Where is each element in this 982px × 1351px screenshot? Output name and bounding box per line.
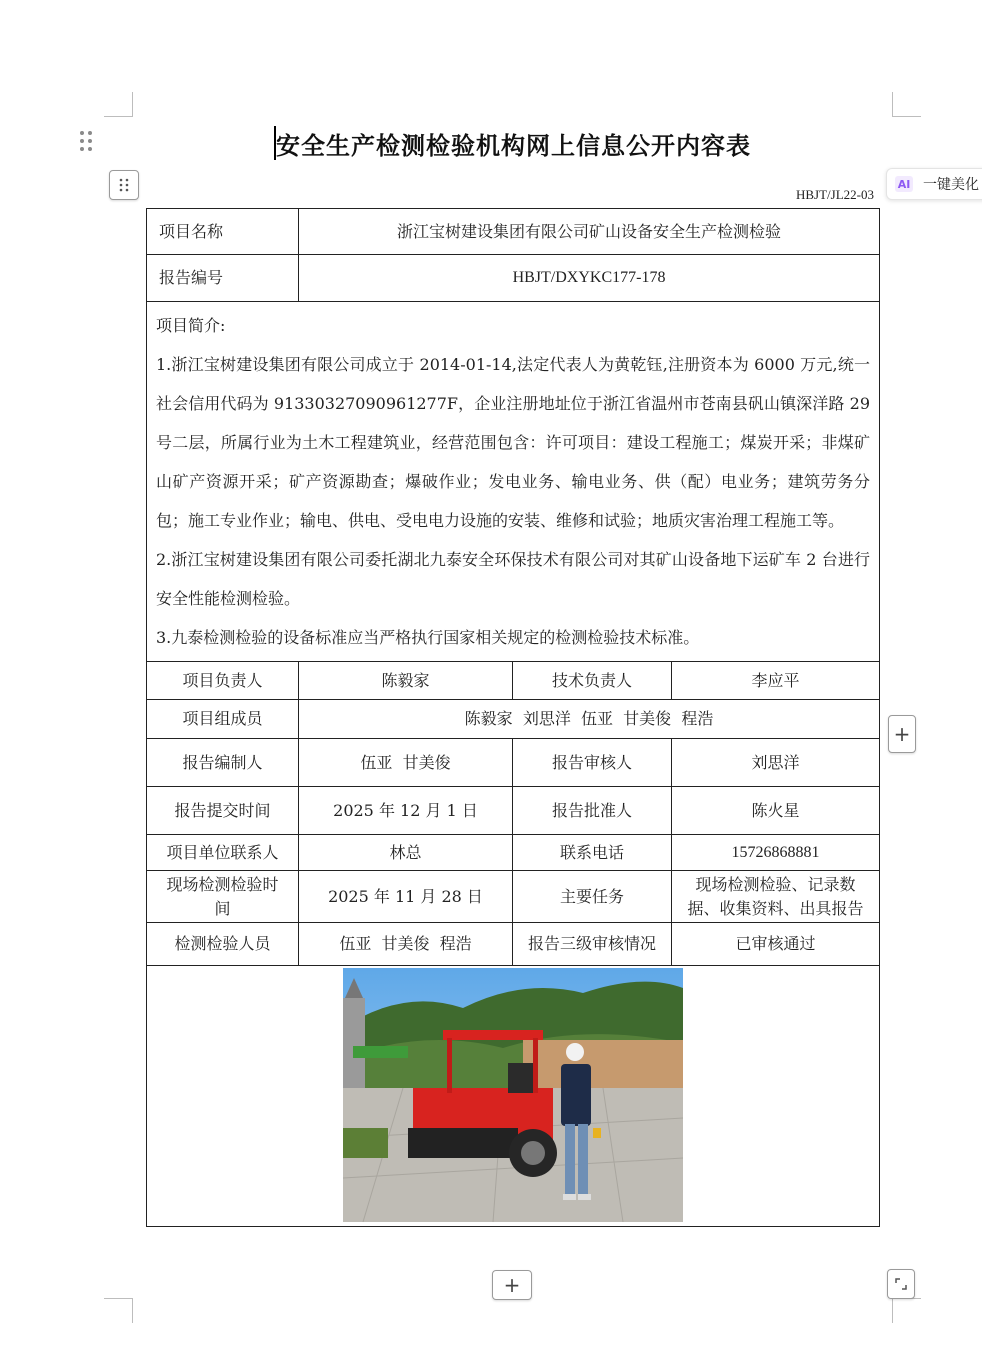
grid-dots-icon <box>118 178 130 192</box>
resize-table-button[interactable] <box>887 1269 915 1299</box>
compiler-value[interactable]: 伍亚 甘美俊 <box>299 739 513 787</box>
review-label[interactable]: 报告三级审核情况 <box>513 923 672 966</box>
compiler-label[interactable]: 报告编制人 <box>147 739 299 787</box>
inspectors-value[interactable]: 伍亚 甘美俊 程浩 <box>299 923 513 966</box>
intro-paragraph-1: 1.浙江宝树建设集团有限公司成立于 2014-01-14,法定代表人为黄乾钰,注册资本为 6000 万元,统一社会信用代码为 91330327090961277F，企业注册地址位于浙江省温州市苍南县矾山镇深洋路 29 号二层，所属行业为土木工程建筑业，经营范围包含：许可项目：建设工程施工；煤炭开采；非煤矿山矿产资源开采；矿产资源勘查；爆破作业；发电业务、输电业务、供（配）电业务；建筑劳务分包；施工专业作业；输电、供电、受电电力设施的安装、维修和试验；地质灾害治理工程施工等。 <box>156 355 871 530</box>
task-value[interactable]: 现场检测检验、记录数据、收集资料、出具报告 <box>672 871 880 923</box>
intro-paragraph-2: 2.浙江宝树建设集团有限公司委托湖北九泰安全环保技术有限公司对其矿山设备地下运矿车 2 台进行安全性能检测检验。 <box>156 550 871 608</box>
contact-value[interactable]: 林总 <box>299 835 513 871</box>
ai-icon: AI <box>895 176 913 192</box>
plus-icon: + <box>893 722 911 746</box>
tech-leader-label[interactable]: 技术负责人 <box>513 662 672 700</box>
tech-leader-value[interactable]: 李应平 <box>672 662 880 700</box>
ai-beautify-button[interactable] <box>886 168 982 200</box>
document-title[interactable]: 安全生产检测检验机构网上信息公开内容表 <box>276 132 751 160</box>
project-name-value[interactable]: 浙江宝树建设集团有限公司矿山设备安全生产检测检验 <box>299 209 880 255</box>
contact-label[interactable]: 项目单位联系人 <box>147 835 299 871</box>
review-value[interactable]: 已审核通过 <box>672 923 880 966</box>
margin-mark-top-left <box>104 92 133 117</box>
plus-icon: + <box>503 1273 521 1297</box>
drag-handle-icon[interactable] <box>80 131 94 153</box>
report-no-label[interactable]: 报告编号 <box>147 255 299 302</box>
intro-paragraph-3: 3.九泰检测检验的设备标准应当严格执行国家相关规定的检测检验技术标准。 <box>156 628 700 647</box>
intro-title: 项目简介: <box>156 316 226 335</box>
add-row-button[interactable] <box>492 1270 532 1300</box>
submit-time-value[interactable]: 2025 年 12 月 1 日 <box>299 787 513 835</box>
inspectors-label[interactable]: 检测检验人员 <box>147 923 299 966</box>
approver-label[interactable]: 报告批准人 <box>513 787 672 835</box>
photo-cell <box>147 966 880 1227</box>
site-photo[interactable] <box>343 968 683 1222</box>
margin-mark-top-right <box>892 92 921 117</box>
margin-mark-bottom-right <box>892 1298 921 1323</box>
inspect-time-value[interactable]: 2025 年 11 月 28 日 <box>299 871 513 923</box>
phone-value[interactable]: 15726868881 <box>672 835 880 871</box>
ai-beautify-label: 一键美化 <box>923 177 979 193</box>
approver-value[interactable]: 陈火星 <box>672 787 880 835</box>
project-intro[interactable] <box>147 302 880 662</box>
members-value[interactable]: 陈毅家 刘思洋 伍亚 甘美俊 程浩 <box>299 700 880 739</box>
task-label[interactable]: 主要任务 <box>513 871 672 923</box>
leader-label[interactable]: 项目负责人 <box>147 662 299 700</box>
phone-label[interactable]: 联系电话 <box>513 835 672 871</box>
info-table <box>146 208 880 1227</box>
margin-mark-bottom-left <box>104 1298 133 1323</box>
members-label[interactable]: 项目组成员 <box>147 700 299 739</box>
reviewer-label[interactable]: 报告审核人 <box>513 739 672 787</box>
form-code[interactable]: HBJT/JL22-03 <box>796 187 874 202</box>
report-no-value[interactable]: HBJT/DXYKC177-178 <box>299 255 880 302</box>
add-column-button[interactable] <box>888 715 916 753</box>
reviewer-value[interactable]: 刘思洋 <box>672 739 880 787</box>
project-name-label[interactable]: 项目名称 <box>147 209 299 255</box>
resize-icon <box>894 1277 908 1291</box>
leader-value[interactable]: 陈毅家 <box>299 662 513 700</box>
submit-time-label[interactable]: 报告提交时间 <box>147 787 299 835</box>
table-handle-button[interactable] <box>109 170 139 200</box>
inspect-time-label[interactable]: 现场检测检验时间 <box>147 871 299 923</box>
